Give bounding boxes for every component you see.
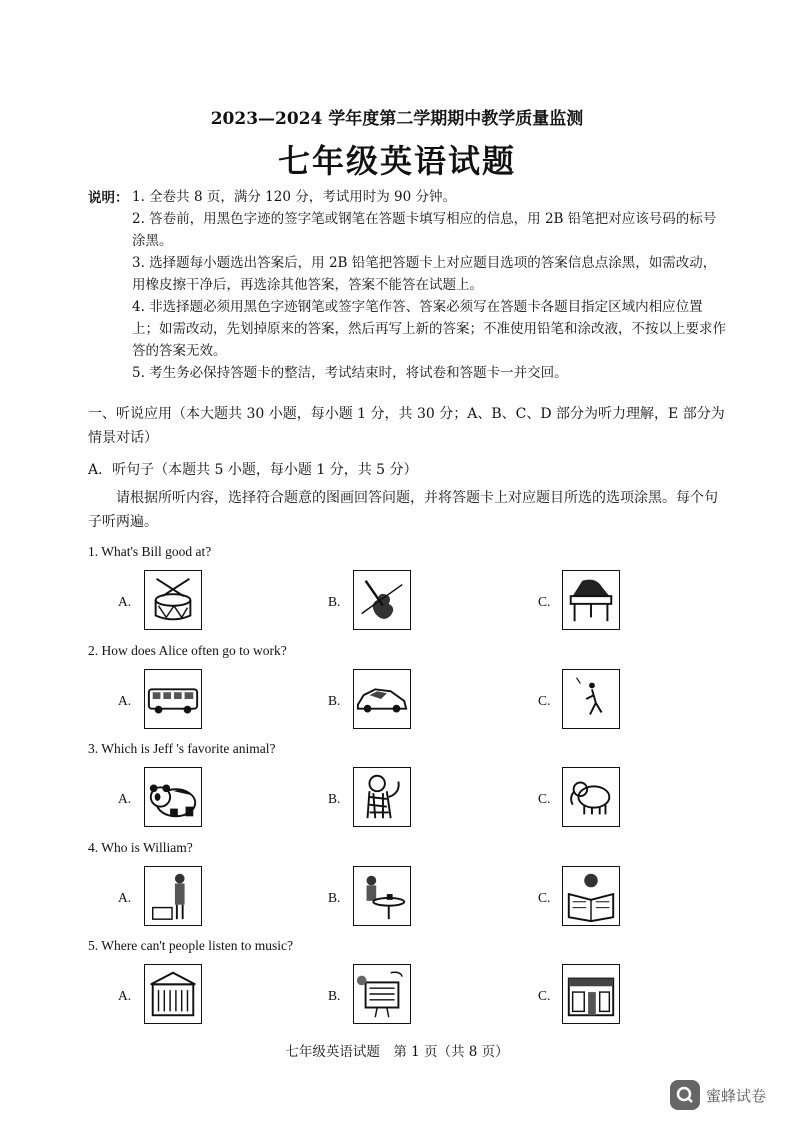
part-a-directions: 请根据所听内容，选择符合题意的图画回答问题，并将答题卡上对应题目所选的选项涂黑。每个句子听两遍。 xyxy=(88,490,718,530)
library-icon xyxy=(144,964,202,1024)
option-label: C. xyxy=(538,693,551,708)
option-label: A. xyxy=(118,890,132,905)
watermark xyxy=(670,1080,766,1110)
option-label: C. xyxy=(538,890,551,905)
shop-icon xyxy=(562,964,620,1024)
violin-icon xyxy=(353,570,411,630)
option-label: B. xyxy=(328,791,341,806)
person-reading-icon xyxy=(562,866,620,926)
instruction-item: 2. 答卷前，用黑色字迹的签字笔或钢笔在答题卡填写相应的信息，用 2B 铅笔把对应该号码的标号涂黑。 xyxy=(132,211,717,249)
bus-icon xyxy=(144,669,202,729)
question-4: 4. Who is William? xyxy=(88,840,193,855)
section-heading: 一、听说应用（本大题共 30 小题，每小题 1 分，共 30 分；A、B、C、D 部分为听力理解，E 部分为情景对话） xyxy=(88,406,725,446)
question-2: 2. How does Alice often go to work? xyxy=(88,643,287,658)
page-footer: 七年级英语试题 第 1 页（共 8 页） xyxy=(285,1044,509,1060)
option-label: A. xyxy=(118,594,132,609)
drum-icon xyxy=(144,570,202,630)
option-label: A. xyxy=(118,988,132,1003)
panda-icon xyxy=(144,767,202,827)
person-at-table-icon xyxy=(353,866,411,926)
option-label: B. xyxy=(328,890,341,905)
question-5: 5. Where can't people listen to music? xyxy=(88,938,293,953)
option-label: C. xyxy=(538,594,551,609)
option-label: B. xyxy=(328,988,341,1003)
car-icon xyxy=(353,669,411,729)
instruction-item: 1. 全卷共 8 页，满分 120 分，考试用时为 90 分钟。 xyxy=(132,189,456,205)
elephant-icon xyxy=(562,767,620,827)
option-label: C. xyxy=(538,988,551,1003)
park-building-icon xyxy=(353,964,411,1024)
part-a-heading: A．听句子（本题共 5 小题，每小题 1 分，共 5 分） xyxy=(88,462,418,478)
watermark-text: 蜜蜂试卷 xyxy=(705,1086,766,1105)
instruction-item: 5. 考生务必保持答题卡的整洁，考试结束时，将试卷和答题卡一并交回。 xyxy=(132,365,568,381)
instruction-item: 3. 选择题每小题选出答案后，用 2B 铅笔把答题卡上对应题目选项的答案信息点涂黑，如需改动，用橡皮擦干净后，再选涂其他答案，答案不能答在试题上。 xyxy=(132,255,717,293)
exam-subtitle: 2023—2024 学年度第二学期期中教学质量监测 xyxy=(210,109,584,129)
option-label: A. xyxy=(118,791,132,806)
option-label: C. xyxy=(538,791,551,806)
walk-icon xyxy=(562,669,620,729)
question-1: 1. What's Bill good at? xyxy=(88,544,212,559)
person-standing-icon xyxy=(144,866,202,926)
piano-icon xyxy=(562,570,620,630)
option-label: B. xyxy=(328,693,341,708)
tiger-icon xyxy=(353,767,411,827)
watermark-logo-icon xyxy=(670,1080,700,1110)
option-label: A. xyxy=(118,693,132,708)
option-label: B. xyxy=(328,594,341,609)
instructions-label: 说明： xyxy=(88,190,129,206)
instruction-item: 4. 非选择题必须用黑色字迹钢笔或签字笔作答、答案必须写在答题卡各题目指定区域内相应位置上；如需改动，先划掉原来的答案，然后再写上新的答案；不准使用铅笔和涂改液，不按以上要求作答的答案无效。 xyxy=(132,299,726,359)
exam-title: 七年级英语试题 xyxy=(277,142,516,180)
question-3: 3. Which is Jeff 's favorite animal? xyxy=(88,741,276,756)
